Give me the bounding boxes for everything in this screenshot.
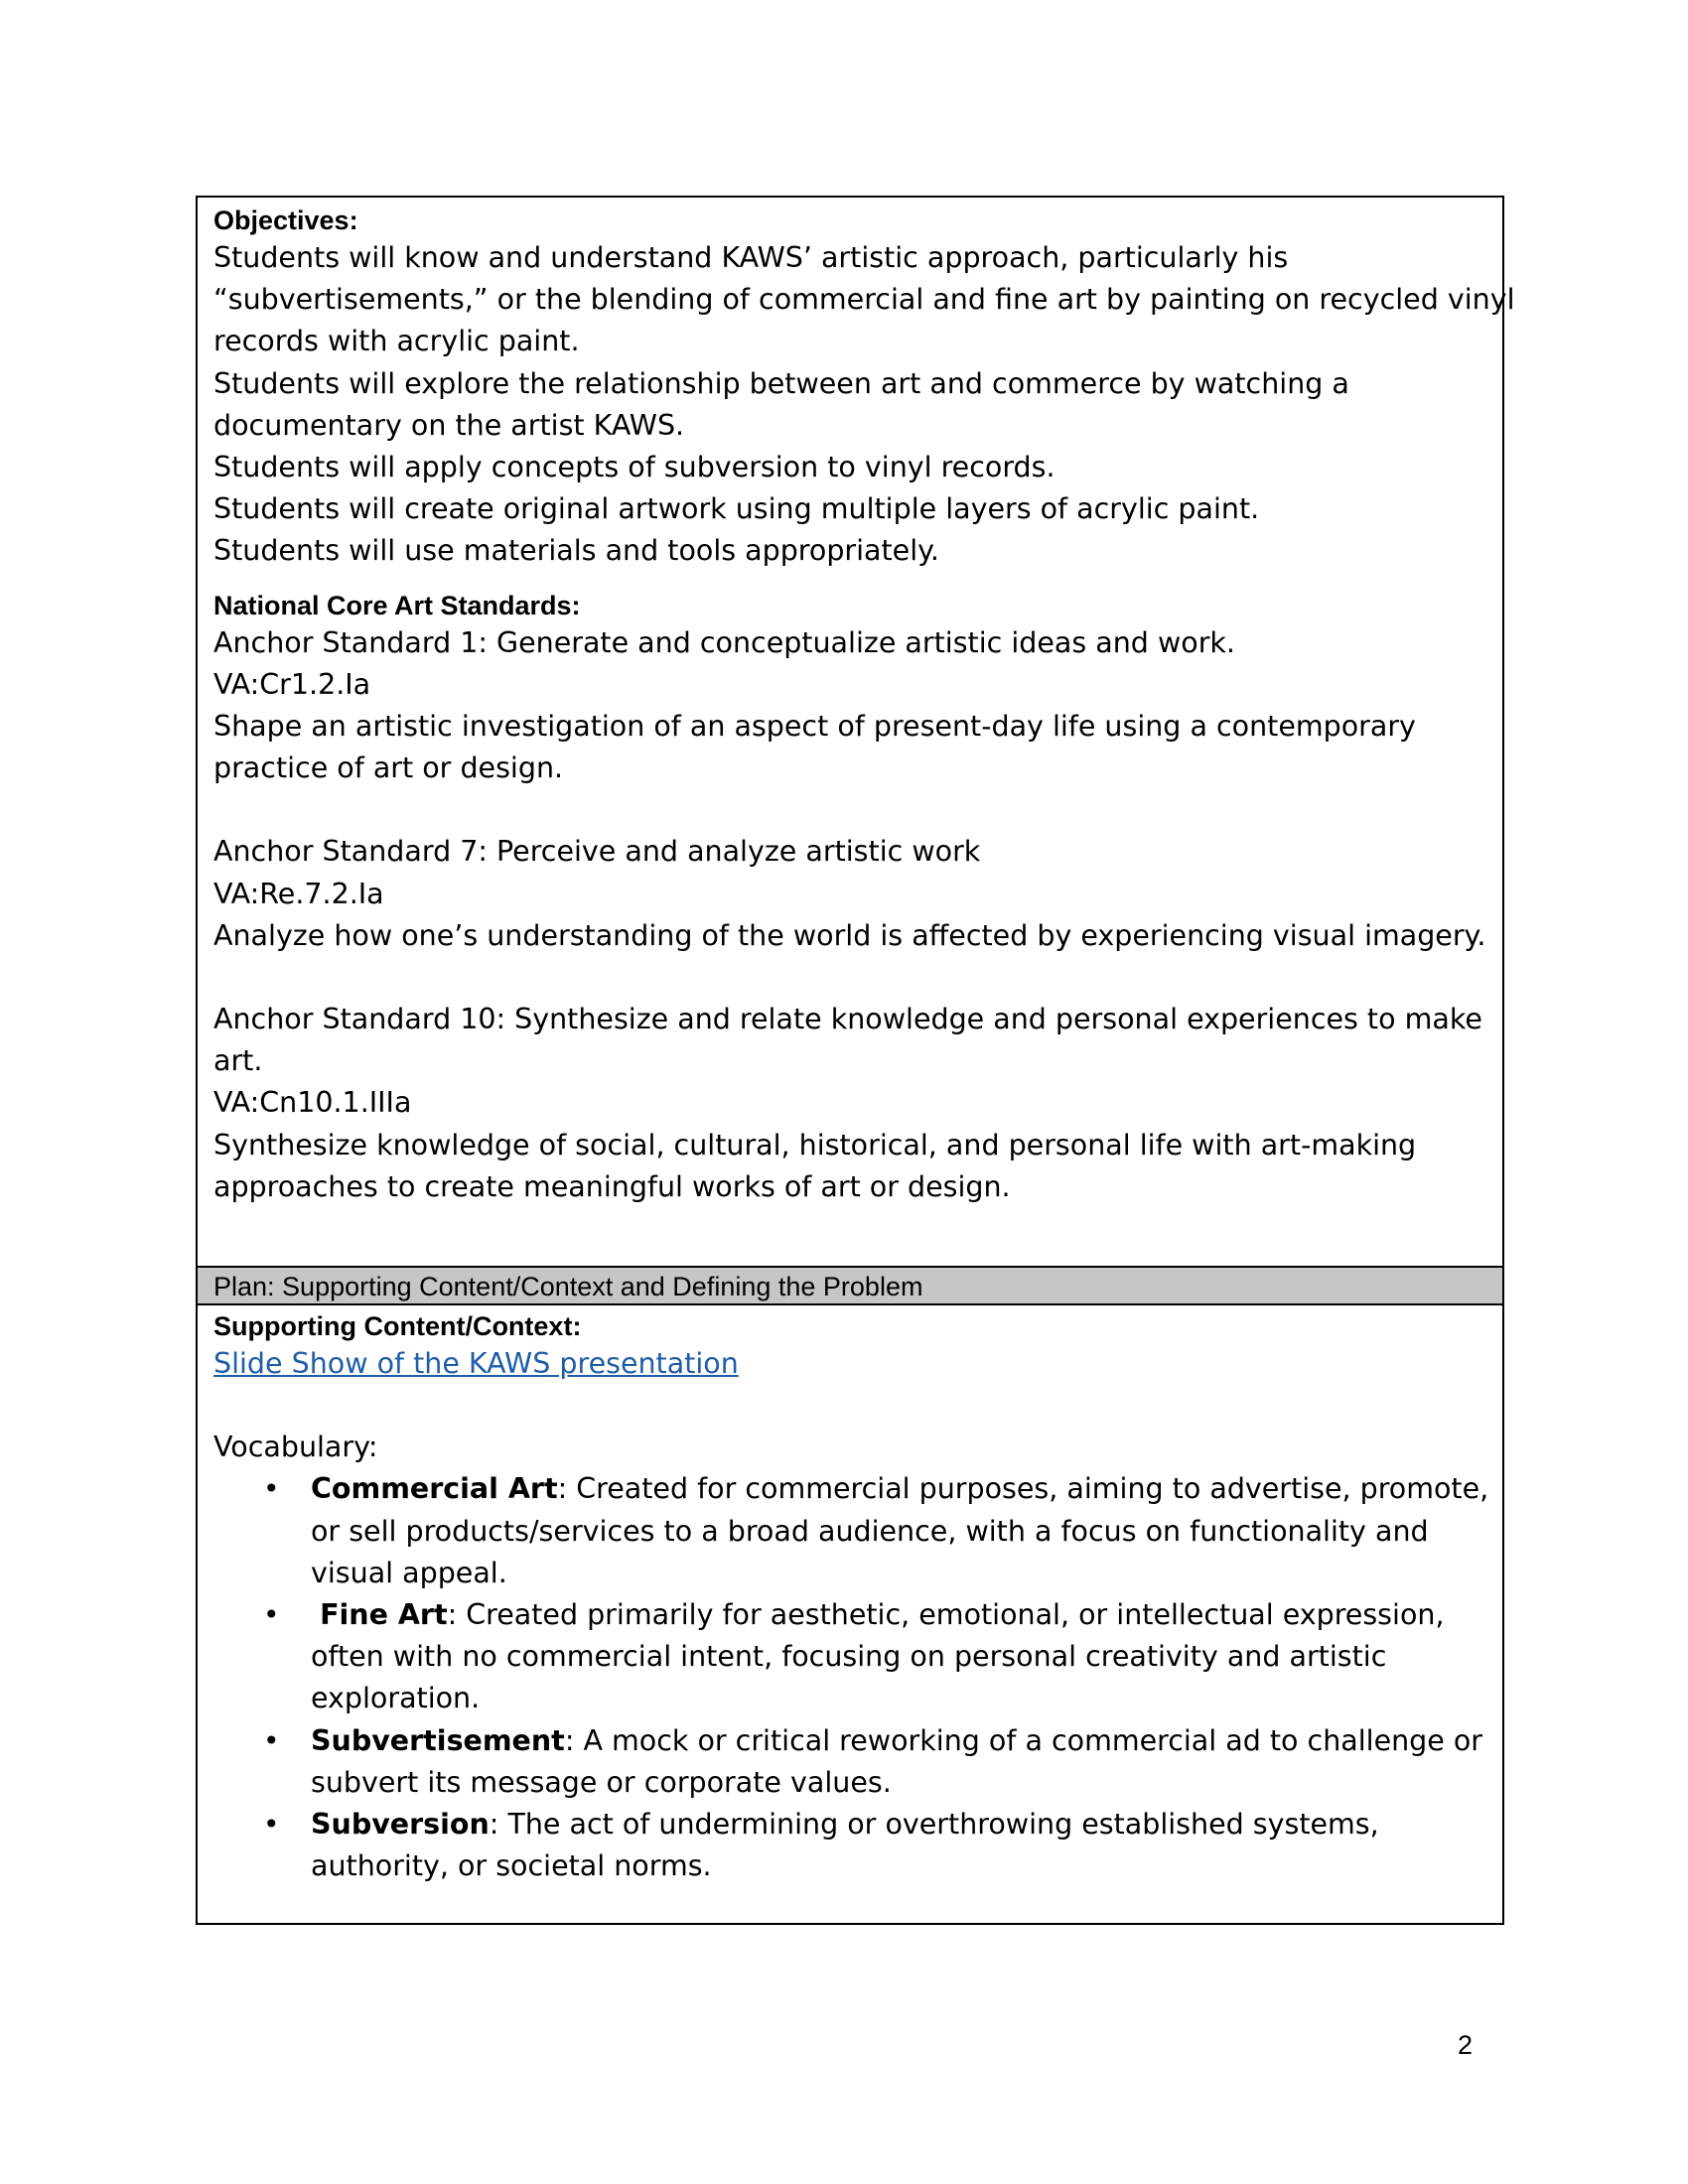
standard-code: VA:Re.7.2.Ia: [213, 877, 384, 910]
objective-line: Students will apply concepts of subversion to vinyl records.: [213, 451, 1055, 484]
vocabulary-item-commercial-art: [213, 1468, 1488, 1594]
vocabulary-term: Subvertisement: [311, 1723, 565, 1757]
vocabulary-definition: or sell products/services to a broad audience, with a focus on functionality and: [311, 1514, 1429, 1548]
slideshow-link[interactable]: Slide Show of the KAWS presentation: [213, 1347, 739, 1380]
objective-line: Students will use materials and tools appropriately.: [213, 534, 939, 568]
vocabulary-definition: : Created primarily for aesthetic, emotional, or intellectual expression,: [447, 1598, 1445, 1632]
anchor-standard-title: Anchor Standard 7: Perceive and analyze artistic work: [213, 835, 981, 869]
anchor-standard-title: Anchor Standard 1: Generate and conceptualize artistic ideas and work.: [213, 625, 1235, 659]
standard-description: Synthesize knowledge of social, cultural, historical, and personal life with art-making: [213, 1128, 1417, 1161]
lesson-plan-table: [196, 196, 1515, 1925]
anchor-standard-10: [213, 999, 1488, 1208]
anchor-standard-1: [213, 622, 1488, 790]
vocabulary-definition: visual appeal.: [311, 1556, 507, 1589]
vocabulary-term: Fine Art: [320, 1598, 448, 1632]
bullet-icon: •: [263, 1472, 280, 1506]
standard-code: VA:Cn10.1.IIIa: [213, 1086, 412, 1120]
vocabulary-label: Vocabulary:: [213, 1431, 378, 1464]
bullet-icon: •: [263, 1723, 280, 1757]
vocabulary-list: [213, 1468, 1488, 1887]
vocabulary-item-subvertisement: [213, 1720, 1488, 1804]
bullet-icon: •: [263, 1598, 280, 1632]
vocabulary-definition: : Created for commercial purposes, aiming to advertise, promote,: [557, 1472, 1489, 1506]
standard-description: approaches to create meaningful works of art or design.: [213, 1169, 1011, 1203]
objective-line: “subvertisements,” or the blending of commercial and fine art by painting on recycled vinyl: [213, 283, 1515, 317]
objectives-standards-cell: [198, 198, 1515, 1268]
objective-line: documentary on the artist KAWS.: [213, 408, 685, 442]
objective-line: Students will create original artwork using multiple layers of acrylic paint.: [213, 492, 1260, 526]
objective-line: records with acrylic paint.: [213, 325, 580, 358]
vocabulary-definition: : A mock or critical reworking of a commercial ad to challenge or: [564, 1723, 1483, 1757]
vocabulary-definition: : The act of undermining or overthrowing established systems,: [489, 1808, 1379, 1842]
bullet-icon: •: [263, 1808, 280, 1842]
standard-description: Analyze how one’s understanding of the world is affected by experiencing visual imagery.: [213, 918, 1486, 952]
plan-section-header: Plan: Supporting Content/Context and Defining the Problem: [198, 1268, 1502, 1305]
objectives-heading: Objectives:: [213, 205, 358, 235]
vocabulary-definition: often with no commercial intent, focusing on personal creativity and artistic: [311, 1640, 1387, 1674]
vocabulary-definition: subvert its message or corporate values.: [311, 1765, 892, 1799]
page-number: 2: [1458, 2030, 1474, 2060]
objective-line: Students will explore the relationship between art and commerce by watching a: [213, 366, 1349, 400]
standard-description: Shape an artistic investigation of an aspect of present-day life using a contemporary: [213, 710, 1416, 744]
vocabulary-item-subversion: [213, 1804, 1488, 1887]
vocabulary-term: Subversion: [311, 1808, 490, 1842]
standard-code: VA:Cr1.2.Ia: [213, 667, 371, 701]
vocabulary-item-fine-art: [213, 1594, 1488, 1720]
anchor-standard-title: art.: [213, 1044, 263, 1078]
supporting-heading: Supporting Content/Context:: [213, 1311, 582, 1341]
supporting-content-cell: [198, 1305, 1502, 1923]
vocabulary-definition: authority, or societal norms.: [311, 1849, 712, 1883]
standard-description: practice of art or design.: [213, 751, 564, 785]
anchor-standard-title: Anchor Standard 10: Synthesize and relate knowledge and personal experiences to make: [213, 1003, 1482, 1036]
anchor-standard-7: [213, 831, 1488, 957]
objective-line: Students will know and understand KAWS’ artistic approach, particularly his: [213, 241, 1289, 274]
vocabulary-term: Commercial Art: [311, 1472, 558, 1506]
vocabulary-definition: exploration.: [311, 1682, 481, 1715]
standards-heading: National Core Art Standards:: [213, 590, 581, 620]
objectives-list: [213, 237, 1515, 573]
